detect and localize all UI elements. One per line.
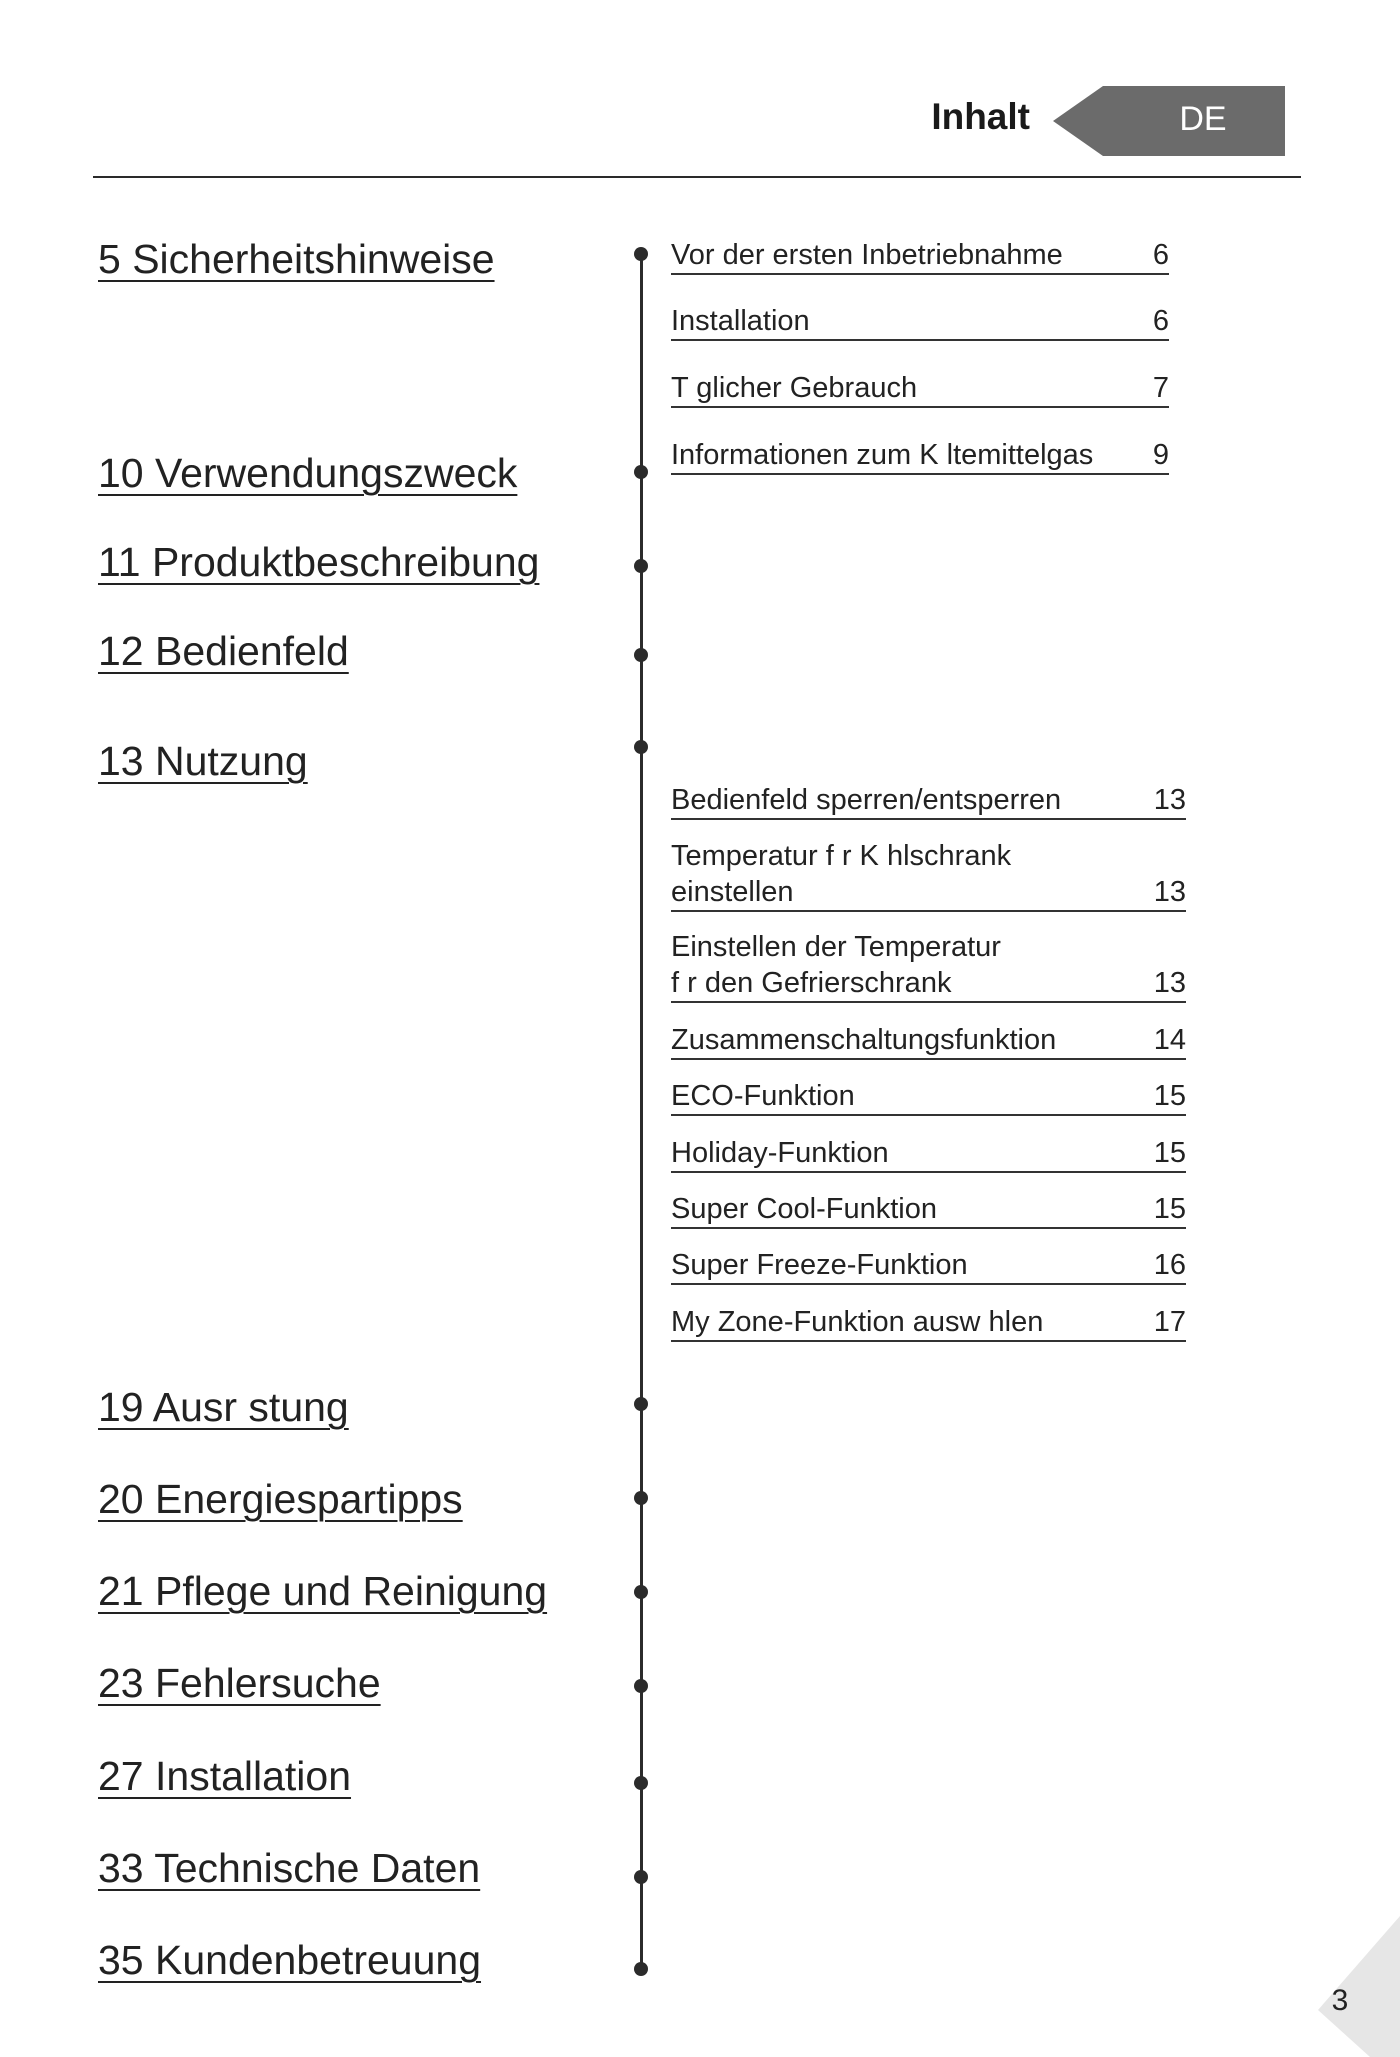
toc-entry[interactable] xyxy=(671,838,1186,912)
toc-entry-page: 9 xyxy=(1152,439,1169,471)
toc-entry-title: Super Cool-Funktion xyxy=(671,1193,937,1225)
chapter-link-installation[interactable]: 27 Installation xyxy=(98,1753,352,1799)
chapter-link-product-description[interactable]: 11 Produktbeschreibung xyxy=(98,539,540,585)
timeline-dot xyxy=(634,559,648,573)
page-title: Inhalt xyxy=(931,96,1030,137)
toc-entry[interactable] xyxy=(671,237,1169,275)
toc-entry-title: Zusammenschaltungsfunktion xyxy=(671,1024,1057,1056)
chapter-link-safety[interactable]: 5 Sicherheitshinweise xyxy=(98,236,495,282)
toc-entry[interactable] xyxy=(671,1022,1186,1060)
toc-entry-title-line1: Temperatur f r K hlschrank xyxy=(671,840,1012,872)
toc-entry[interactable] xyxy=(671,1078,1186,1116)
timeline-dot xyxy=(634,1397,648,1411)
header-divider xyxy=(93,176,1301,178)
toc-entry-page: 15 xyxy=(1153,1193,1186,1225)
toc-entry-title: Installation xyxy=(671,305,810,337)
toc-entry-page: 13 xyxy=(1153,967,1186,999)
timeline-dot xyxy=(634,1679,648,1693)
chapter-link-usage[interactable]: 13 Nutzung xyxy=(98,738,308,784)
chapter-link-customer-service[interactable]: 35 Kundenbetreuung xyxy=(98,1937,482,1983)
chapter-link-technical-data[interactable]: 33 Technische Daten xyxy=(98,1845,481,1891)
timeline-dot xyxy=(634,1962,648,1976)
timeline-dot xyxy=(634,648,648,662)
chapter-link-intended-use[interactable]: 10 Verwendungszweck xyxy=(98,450,518,496)
chapter-link-equipment[interactable]: 19 Ausr stung xyxy=(98,1384,349,1430)
toc-entry-page: 17 xyxy=(1153,1306,1186,1338)
timeline-dot xyxy=(634,1776,648,1790)
toc-entry-page: 16 xyxy=(1153,1249,1186,1281)
toc-entry-title: Bedienfeld sperren/entsperren xyxy=(671,784,1062,816)
language-tab xyxy=(1053,86,1285,156)
page-number: 3 xyxy=(1331,1984,1349,2017)
chapter-link-care-cleaning[interactable]: 21 Pflege und Reinigung xyxy=(98,1568,548,1614)
chapter-link-control-panel[interactable]: 12 Bedienfeld xyxy=(98,628,349,674)
toc-entry-title: ECO-Funktion xyxy=(671,1080,855,1112)
toc-entry-title: My Zone-Funktion ausw hlen xyxy=(671,1306,1044,1338)
toc-entry-title: Super Freeze-Funktion xyxy=(671,1249,968,1281)
toc-entry-page: 15 xyxy=(1153,1080,1186,1112)
toc-entry-page: 6 xyxy=(1152,305,1169,337)
language-label: DE xyxy=(1179,100,1227,138)
timeline-spine xyxy=(640,254,643,1970)
toc-entry-title: T glicher Gebrauch xyxy=(671,372,918,404)
toc-entry-title-line2: einstellen xyxy=(671,876,794,908)
toc-entry-title-line2: f r den Gefrierschrank xyxy=(671,967,952,999)
toc-entry[interactable] xyxy=(671,782,1186,820)
timeline-dot xyxy=(634,1585,648,1599)
timeline-dot xyxy=(634,1491,648,1505)
toc-entry-page: 13 xyxy=(1153,784,1186,816)
toc-entry-title-line1: Einstellen der Temperatur xyxy=(671,931,1001,963)
toc-entry[interactable] xyxy=(671,303,1169,341)
chapter-link-troubleshooting[interactable]: 23 Fehlersuche xyxy=(98,1660,381,1706)
toc-entry[interactable] xyxy=(671,1247,1186,1285)
chapter-link-energy-tips[interactable]: 20 Energiespartipps xyxy=(98,1476,463,1522)
timeline-dot xyxy=(634,247,648,261)
toc-entry[interactable] xyxy=(671,370,1169,408)
toc-entry[interactable] xyxy=(671,1135,1186,1173)
timeline-dot xyxy=(634,1870,648,1884)
toc-entry-title: Holiday-Funktion xyxy=(671,1137,889,1169)
toc-entry[interactable] xyxy=(671,929,1186,1003)
toc-entry[interactable] xyxy=(671,1304,1186,1342)
timeline-dot xyxy=(634,465,648,479)
toc-entry-page: 15 xyxy=(1153,1137,1186,1169)
toc-entry-page: 6 xyxy=(1152,239,1169,271)
toc-entry-title: Informationen zum K ltemittelgas xyxy=(671,439,1094,471)
toc-entry-page: 14 xyxy=(1153,1024,1186,1056)
toc-entry-page: 7 xyxy=(1152,372,1169,404)
toc-entry-page: 13 xyxy=(1153,876,1186,908)
timeline-dot xyxy=(634,740,648,754)
toc-entry[interactable] xyxy=(671,437,1169,475)
toc-entry-title: Vor der ersten Inbetriebnahme xyxy=(671,239,1063,271)
toc-entry[interactable] xyxy=(671,1191,1186,1229)
